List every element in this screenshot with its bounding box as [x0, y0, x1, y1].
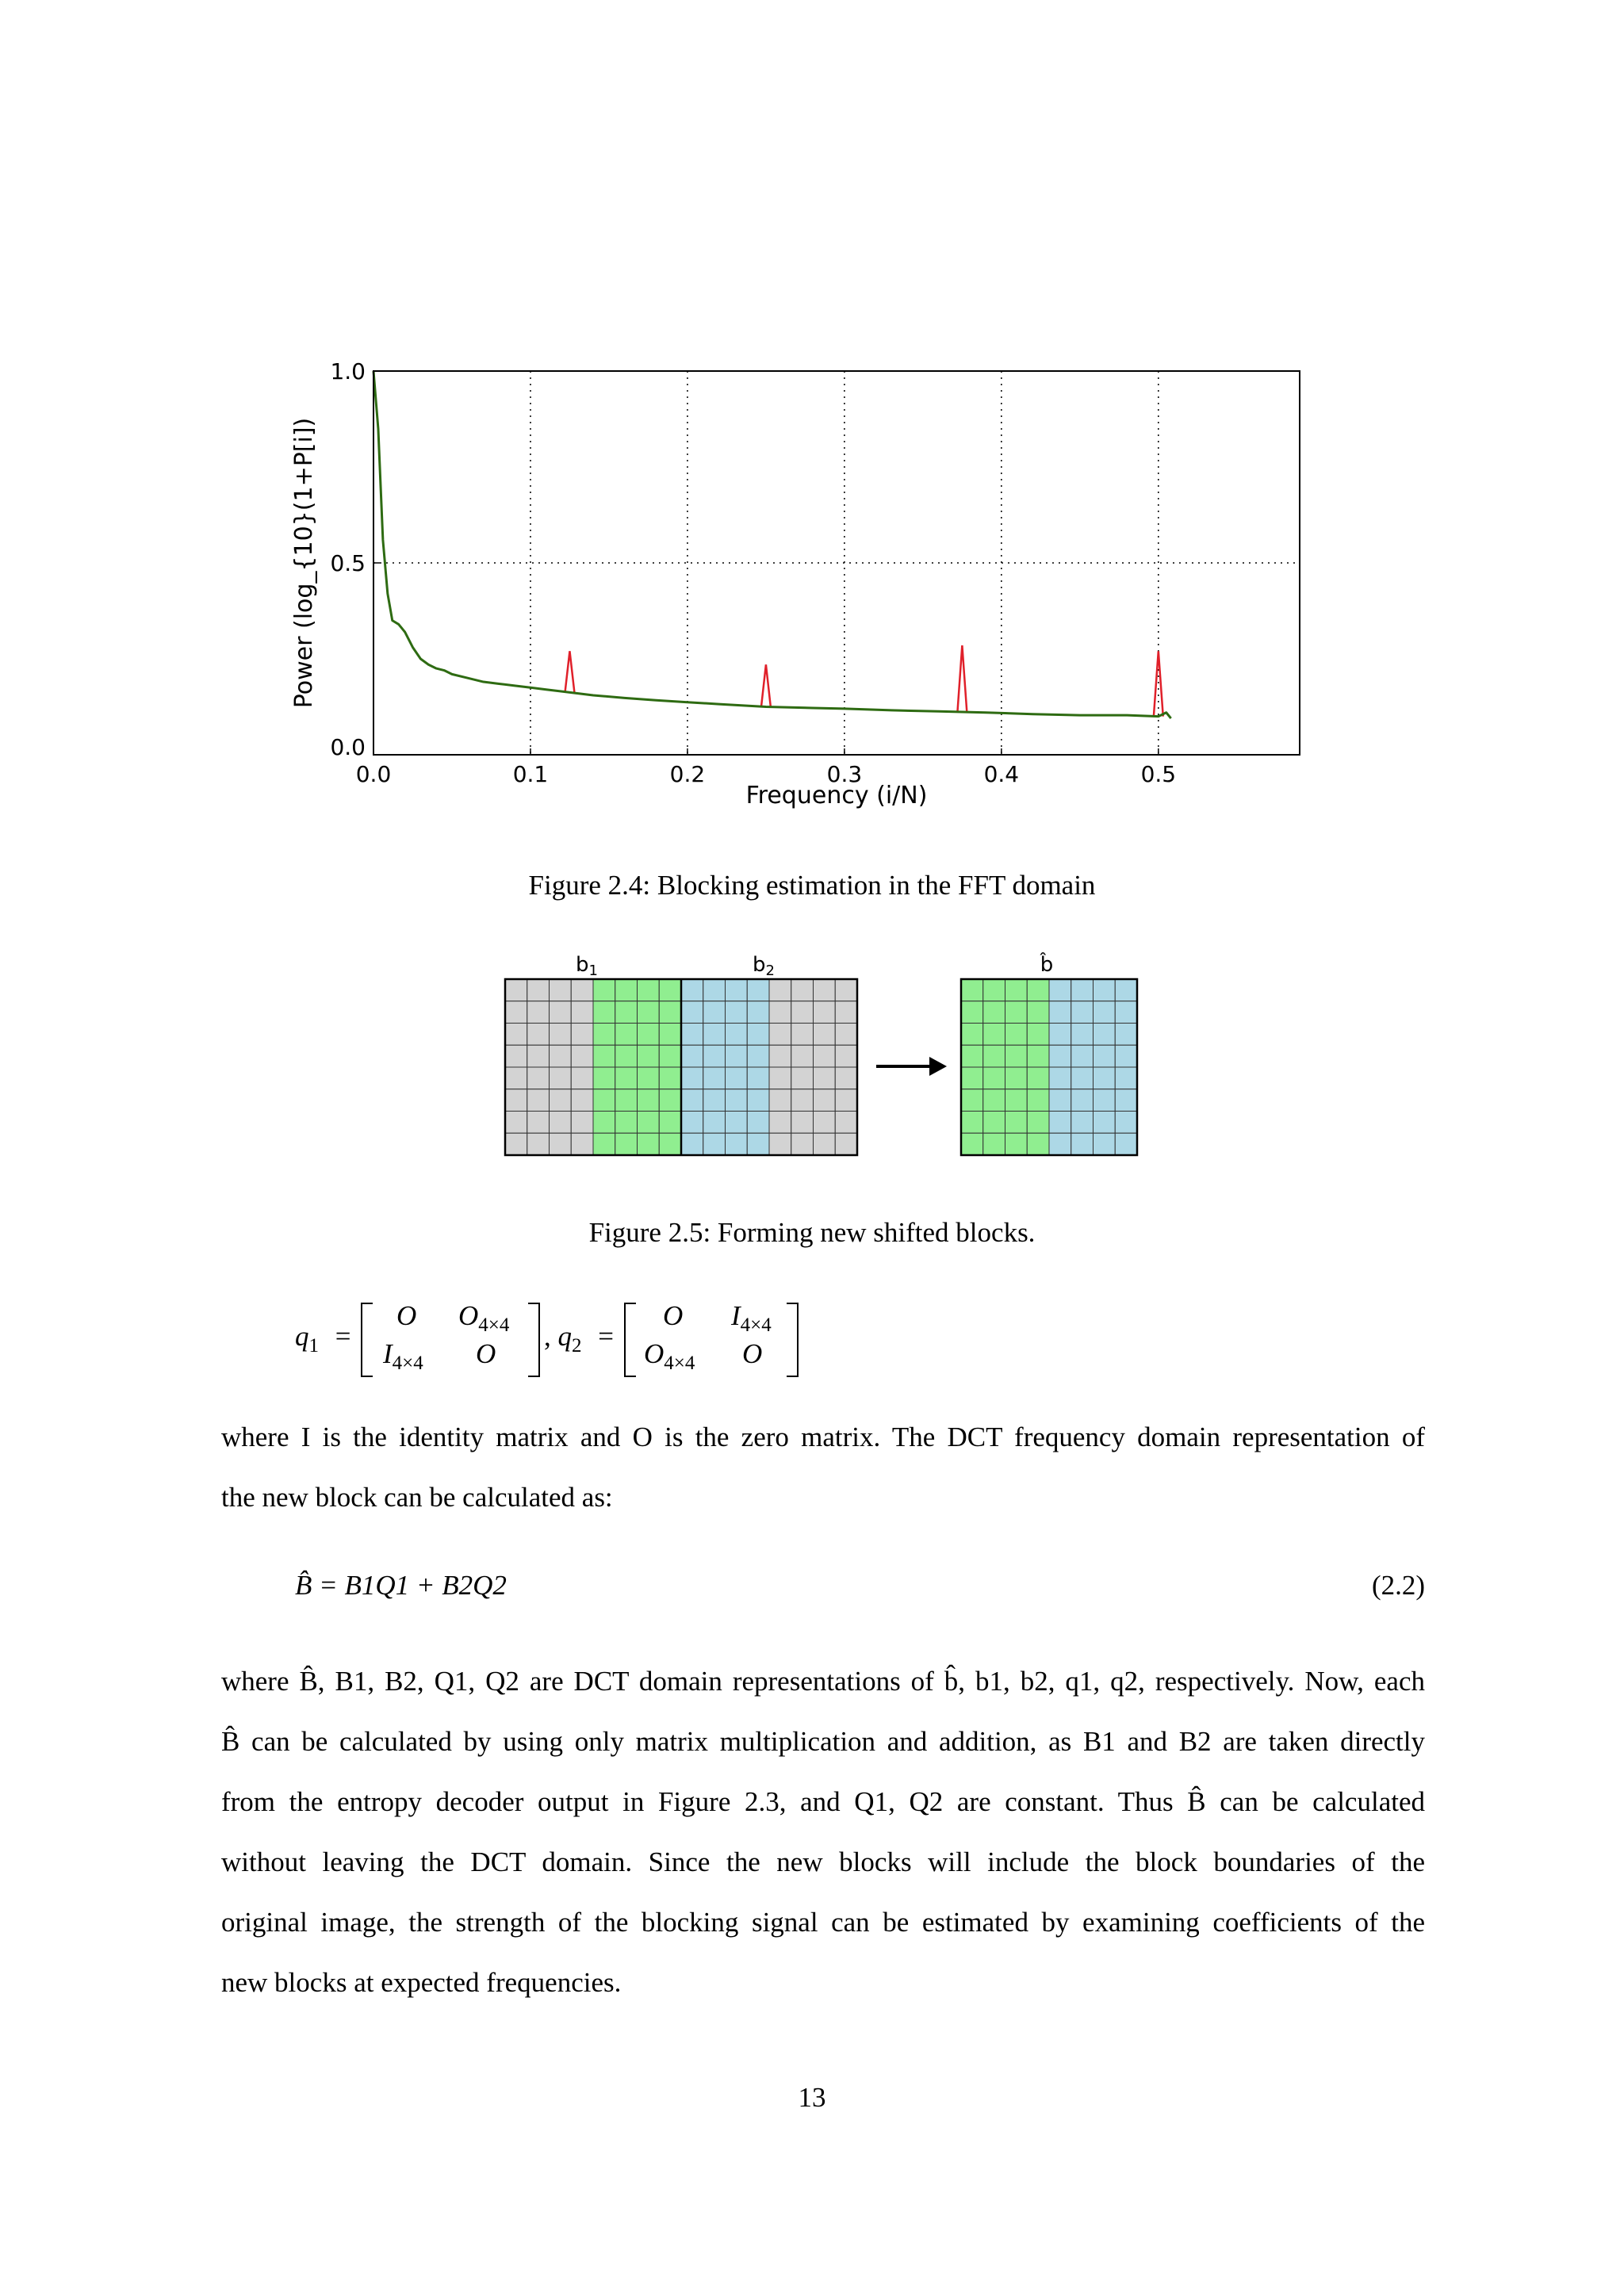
q2-a22: O	[742, 1338, 763, 1369]
grid-cell	[983, 1045, 1005, 1067]
q2-a21: $O_{4\times 4}$	[644, 1338, 695, 1374]
grid-cell	[1115, 1112, 1137, 1134]
grid-cell	[983, 1089, 1005, 1112]
grid-cell	[703, 1001, 726, 1024]
grid-cell	[571, 1045, 593, 1067]
paragraph-2-line-3: from the entropy decoder output in Figure 2.3, and Q1, Q2 are constant. Thus B̂ can be calculated	[221, 1786, 1425, 1817]
right-bracket-icon	[785, 1300, 801, 1380]
grid-cell	[1115, 1024, 1137, 1046]
grid-cell	[527, 1045, 550, 1067]
x-tick-label: 0.2	[669, 761, 706, 787]
grid-cell	[791, 1024, 814, 1046]
arrow-right-icon	[876, 1057, 947, 1076]
grid-cell	[1049, 1133, 1071, 1155]
grid-cell	[527, 1133, 550, 1155]
grid-cell	[638, 1024, 660, 1046]
grid-cell	[659, 1067, 681, 1089]
grid-cell	[1071, 1067, 1094, 1089]
grid-cell	[550, 1067, 572, 1089]
grid-cell	[638, 979, 660, 1001]
x-tick-label: 0.4	[983, 761, 1020, 787]
grid-cell	[1071, 1001, 1094, 1024]
grid-cell	[703, 1067, 726, 1089]
grid-cell	[1071, 979, 1094, 1001]
label-b2: b2	[753, 953, 775, 979]
grid-cell	[814, 1001, 836, 1024]
grid-cell	[615, 1001, 638, 1024]
grid-cell	[835, 1133, 857, 1155]
grid-cell	[961, 1133, 983, 1155]
grid-cell	[527, 1089, 550, 1112]
grid-cell	[961, 1089, 983, 1112]
q1-a12: $O_{4\times 4}$	[458, 1300, 510, 1336]
grid-cell	[1094, 1001, 1116, 1024]
label-b1: b1	[576, 953, 598, 979]
grid-cell	[1071, 1024, 1094, 1046]
grid-cell	[505, 979, 527, 1001]
paragraph-1-line-1: where I is the identity matrix and O is the zero matrix. The DCT frequency domain representation of	[221, 1422, 1425, 1452]
grid-cell	[1027, 1133, 1049, 1155]
grid-cell	[638, 1067, 660, 1089]
grid-cell	[681, 1045, 703, 1067]
grid-cell	[747, 1067, 769, 1089]
grid-cell	[835, 1045, 857, 1067]
grid-cell	[814, 979, 836, 1001]
grid-cell	[961, 1024, 983, 1046]
grid-cell	[983, 979, 1005, 1001]
grid-cell	[659, 1112, 681, 1134]
grid-cell	[1049, 1067, 1071, 1089]
grid-cell	[1049, 1112, 1071, 1134]
grid-cell	[659, 979, 681, 1001]
grid-cell	[1027, 979, 1049, 1001]
grid-cell	[593, 1133, 615, 1155]
grid-cell	[571, 1133, 593, 1155]
grid-cell	[747, 1133, 769, 1155]
grid-cell	[571, 1001, 593, 1024]
q2-a12: $I_{4\times 4}$	[731, 1300, 772, 1336]
grid-cell	[638, 1001, 660, 1024]
equation-number: (2.2)	[1371, 1570, 1425, 1601]
figure-2-4-caption: Figure 2.4: Blocking estimation in the FFT domain	[528, 870, 1096, 901]
left-bracket-icon	[358, 1300, 374, 1380]
grid-cell	[983, 1067, 1005, 1089]
grid-cell	[703, 1133, 726, 1155]
grid-cell	[615, 1133, 638, 1155]
grid-cell	[835, 1001, 857, 1024]
grid-cell	[1027, 1089, 1049, 1112]
grid-cell	[571, 979, 593, 1001]
grid-cell	[814, 1089, 836, 1112]
grid-cell	[681, 979, 703, 1001]
grid-cell	[835, 1024, 857, 1046]
q1-a22: O	[476, 1338, 496, 1369]
grid-cell	[769, 1045, 791, 1067]
grid-cell	[983, 1133, 1005, 1155]
grid-cell	[1115, 1089, 1137, 1112]
grid-cell	[961, 1112, 983, 1134]
grid-cell	[1049, 1089, 1071, 1112]
grid-cell	[550, 1001, 572, 1024]
grid-cell	[593, 1024, 615, 1046]
grid-cell	[814, 1112, 836, 1134]
grid-cell	[659, 1089, 681, 1112]
grid-cell	[703, 1045, 726, 1067]
paragraph-2	[221, 1651, 1425, 2013]
grid-cell	[1049, 1024, 1071, 1046]
grid-cell	[1115, 1001, 1137, 1024]
grid-cell	[681, 1024, 703, 1046]
grid-cell	[835, 979, 857, 1001]
grid-cell	[835, 1089, 857, 1112]
grid-cell	[726, 1089, 748, 1112]
grid-cell	[505, 1024, 527, 1046]
grid-cell	[1005, 1067, 1028, 1089]
grid-cell	[1094, 1089, 1116, 1112]
grid-cell	[1115, 1133, 1137, 1155]
paragraph-2-line-2: B̂ can be calculated by using only matrix multiplication and addition, as B1 and B2 are taken directly	[221, 1726, 1425, 1757]
grid-cell	[638, 1089, 660, 1112]
grid-cell	[703, 1089, 726, 1112]
grid-cell	[747, 1045, 769, 1067]
grid-cell	[769, 1133, 791, 1155]
y-tick-label: 0.5	[330, 550, 366, 576]
shifted-blocks-diagram	[492, 939, 1158, 1177]
grid-cell	[726, 1133, 748, 1155]
grid-cell	[1094, 1112, 1116, 1134]
grid-cell	[835, 1112, 857, 1134]
grid-cell	[1115, 979, 1137, 1001]
grid-cell	[615, 1112, 638, 1134]
grid-cell	[1005, 1112, 1028, 1134]
peak-line	[1154, 651, 1163, 716]
grid-cell	[726, 1045, 748, 1067]
left-bracket-icon	[622, 1300, 638, 1380]
chart-ylabel: Power (log_{10}(1+P[i])	[290, 417, 318, 709]
grid-cell	[769, 1112, 791, 1134]
grid-cell	[1049, 1045, 1071, 1067]
q1-a21: $I_{4\times 4}$	[383, 1338, 423, 1374]
grid-cell	[769, 1089, 791, 1112]
grid-cell	[1005, 1024, 1028, 1046]
label-bhat: b̂	[1040, 953, 1054, 977]
grid-cell	[747, 1024, 769, 1046]
grid-cell	[505, 1112, 527, 1134]
grid-cell	[681, 1112, 703, 1134]
grid-cell	[550, 1089, 572, 1112]
grid-cell	[550, 1024, 572, 1046]
grid-cell	[961, 979, 983, 1001]
grid-cell	[593, 1089, 615, 1112]
grid-cell	[505, 1001, 527, 1024]
grid-cell	[1049, 1001, 1071, 1024]
q1-label: $q_1$ =	[295, 1321, 351, 1357]
original-blocks-grid	[505, 979, 857, 1155]
grid-cell	[791, 1133, 814, 1155]
grid-cell	[747, 1112, 769, 1134]
grid-cell	[1049, 979, 1071, 1001]
grid-cell	[791, 979, 814, 1001]
grid-cell	[615, 1067, 638, 1089]
grid-cell	[703, 979, 726, 1001]
grid-cell	[814, 1067, 836, 1089]
grid-cell	[681, 1133, 703, 1155]
grid-cell	[791, 1089, 814, 1112]
grid-cell	[1005, 1045, 1028, 1067]
grid-cell	[1027, 1001, 1049, 1024]
grid-cell	[1005, 979, 1028, 1001]
grid-cell	[659, 1001, 681, 1024]
grid-cell	[1027, 1112, 1049, 1134]
grid-cell	[615, 979, 638, 1001]
grid-cell	[769, 979, 791, 1001]
peak-line	[761, 664, 771, 706]
grid-cell	[1094, 979, 1116, 1001]
grid-cell	[726, 1001, 748, 1024]
chart-series	[373, 371, 1171, 718]
grid-cell	[814, 1024, 836, 1046]
grid-cell	[983, 1112, 1005, 1134]
grid-cell	[1071, 1089, 1094, 1112]
grid-cell	[638, 1045, 660, 1067]
grid-cell	[550, 1045, 572, 1067]
grid-cell	[571, 1024, 593, 1046]
grid-cell	[1094, 1133, 1116, 1155]
grid-cell	[747, 1001, 769, 1024]
fft-chart	[274, 341, 1320, 825]
grid-cell	[814, 1045, 836, 1067]
grid-cell	[1005, 1133, 1028, 1155]
grid-cell	[769, 1001, 791, 1024]
grid-cell	[1094, 1045, 1116, 1067]
grid-cell	[527, 1112, 550, 1134]
grid-cell	[1115, 1045, 1137, 1067]
grid-cell	[1115, 1067, 1137, 1089]
new-block-grid	[961, 979, 1137, 1155]
y-tick-label: 1.0	[330, 358, 366, 385]
grid-cell	[1094, 1067, 1116, 1089]
grid-cell	[1071, 1133, 1094, 1155]
grid-cell	[550, 1133, 572, 1155]
grid-cell	[681, 1067, 703, 1089]
grid-cell	[703, 1112, 726, 1134]
grid-cell	[1027, 1024, 1049, 1046]
grid-cell	[593, 1001, 615, 1024]
paragraph-2-line-5: original image, the strength of the blocking signal can be estimated by examining coefficients of the	[221, 1907, 1425, 1938]
power-line	[373, 371, 1171, 718]
grid-cell	[769, 1067, 791, 1089]
q2-label: , $q_2$ =	[544, 1321, 614, 1357]
paragraph-2-line-1: where B̂, B1, B2, Q1, Q2 are DCT domain representations of b̂, b1, b2, q1, q2, respectively. Now, each	[221, 1666, 1425, 1697]
grid-cell	[791, 1067, 814, 1089]
grid-cell	[791, 1045, 814, 1067]
grid-cell	[835, 1067, 857, 1089]
q1-a11: O	[396, 1300, 417, 1331]
grid-cell	[1071, 1112, 1094, 1134]
grid-cell	[747, 979, 769, 1001]
figure-2-5-caption: Figure 2.5: Forming new shifted blocks.	[588, 1217, 1036, 1248]
grid-cell	[681, 1089, 703, 1112]
grid-cell	[1094, 1024, 1116, 1046]
grid-cell	[593, 1067, 615, 1089]
grid-cell	[615, 1045, 638, 1067]
grid-cell	[505, 1089, 527, 1112]
grid-cell	[659, 1133, 681, 1155]
q2-a11: O	[663, 1300, 684, 1331]
grid-cell	[550, 979, 572, 1001]
grid-cell	[527, 1067, 550, 1089]
grid-cell	[615, 1024, 638, 1046]
grid-cell	[983, 1024, 1005, 1046]
grid-cell	[769, 1024, 791, 1046]
paragraph-2-line-4: without leaving the DCT domain. Since the new blocks will include the block boundaries of the	[221, 1846, 1425, 1877]
grid-cell	[726, 1112, 748, 1134]
x-tick-label: 0.0	[355, 761, 392, 787]
grid-cell	[571, 1112, 593, 1134]
peak-line	[565, 651, 575, 692]
grid-cell	[1005, 1089, 1028, 1112]
grid-cell	[1005, 1001, 1028, 1024]
equation-2-2: B̂ = B1Q1 + B2Q2	[295, 1570, 507, 1601]
grid-cell	[593, 1112, 615, 1134]
grid-cell	[1027, 1067, 1049, 1089]
grid-cell	[726, 979, 748, 1001]
grid-cell	[983, 1001, 1005, 1024]
peak-line	[957, 645, 967, 712]
chart-xlabel: Frequency (i/N)	[745, 782, 928, 809]
grid-cell	[814, 1133, 836, 1155]
grid-cell	[681, 1001, 703, 1024]
grid-cell	[961, 1067, 983, 1089]
grid-cell	[505, 1133, 527, 1155]
paragraph-1-line-2: the new block can be calculated as:	[221, 1482, 613, 1513]
grid-cell	[659, 1045, 681, 1067]
chart-ticks	[330, 358, 1176, 787]
grid-cell	[505, 1045, 527, 1067]
grid-cell	[505, 1067, 527, 1089]
grid-cell	[593, 1045, 615, 1067]
x-tick-label: 0.3	[826, 761, 863, 787]
grid-cell	[1027, 1045, 1049, 1067]
x-tick-label: 0.5	[1140, 761, 1177, 787]
grid-cell	[726, 1024, 748, 1046]
grid-cell	[791, 1112, 814, 1134]
grid-cell	[571, 1089, 593, 1112]
grid-cell	[615, 1089, 638, 1112]
y-tick-label: 0.0	[330, 734, 366, 760]
grid-cell	[527, 1024, 550, 1046]
grid-cell	[638, 1112, 660, 1134]
grid-cell	[791, 1001, 814, 1024]
grid-cell	[747, 1089, 769, 1112]
grid-cell	[527, 1001, 550, 1024]
grid-cell	[1071, 1045, 1094, 1067]
grid-cell	[726, 1067, 748, 1089]
x-tick-label: 0.1	[512, 761, 549, 787]
paragraph-1	[221, 1407, 1425, 1528]
grid-cell	[961, 1001, 983, 1024]
grid-cell	[550, 1112, 572, 1134]
grid-cell	[961, 1045, 983, 1067]
page-number: 13	[798, 2082, 826, 2113]
grid-cell	[571, 1067, 593, 1089]
grid-cell	[703, 1024, 726, 1046]
grid-cell	[659, 1024, 681, 1046]
grid-cell	[527, 979, 550, 1001]
grid-cell	[638, 1133, 660, 1155]
paragraph-2-line-6: new blocks at expected frequencies.	[221, 1967, 622, 1998]
grid-cell	[593, 979, 615, 1001]
right-bracket-icon	[527, 1300, 542, 1380]
